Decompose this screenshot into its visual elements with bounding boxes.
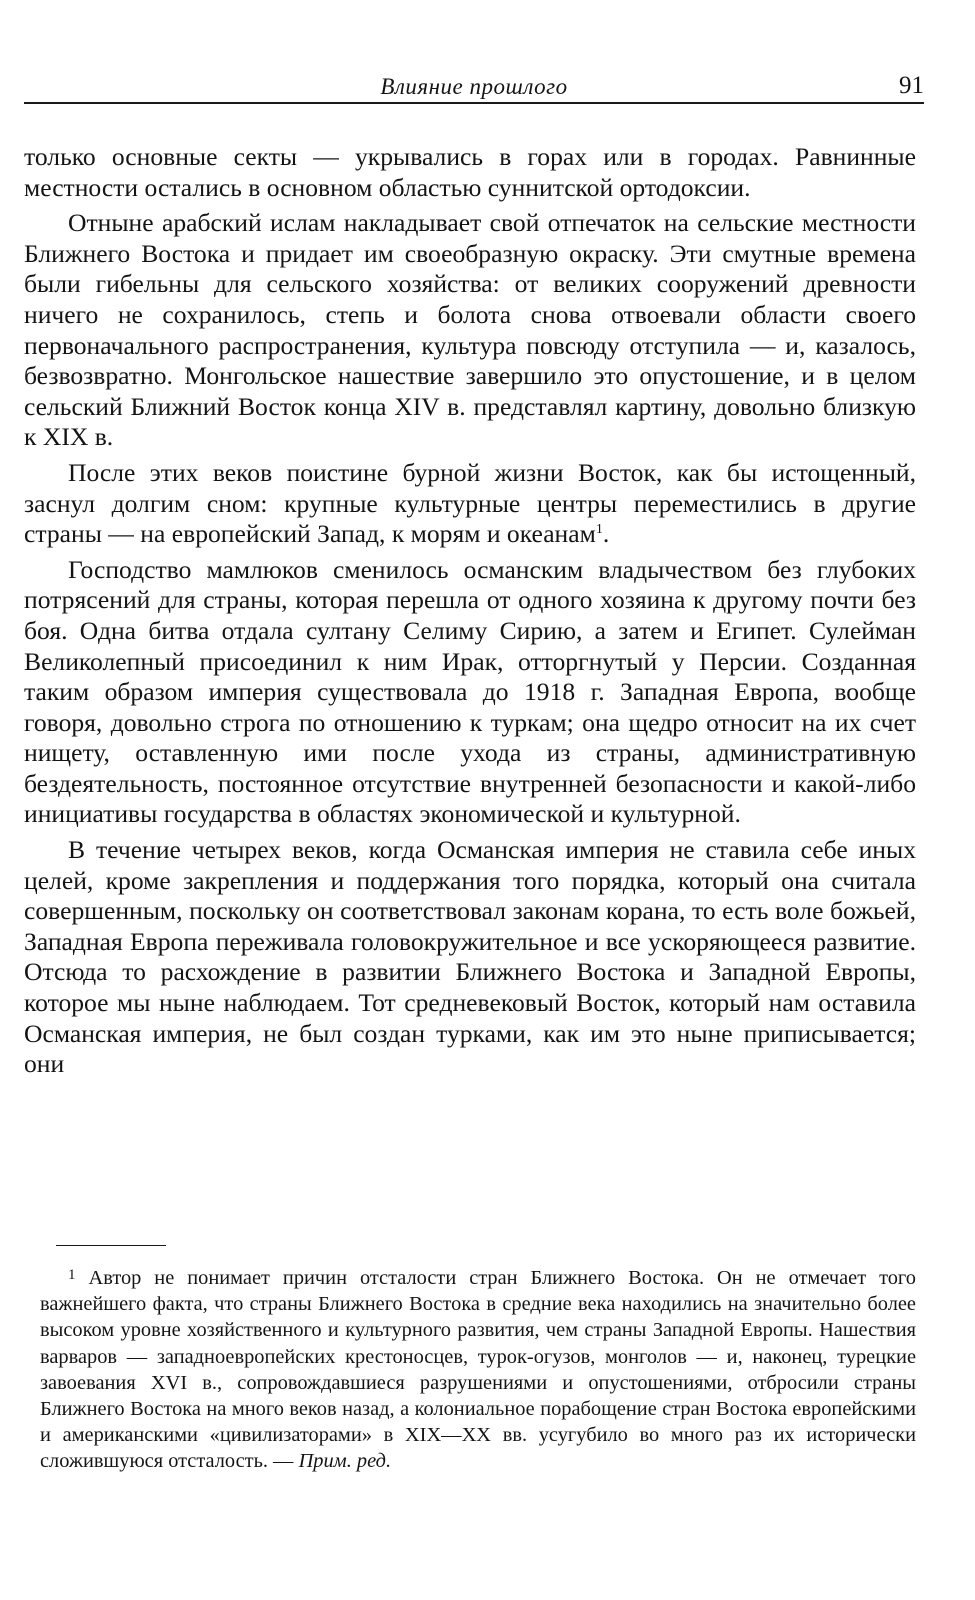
paragraph: После этих веков поистине бурной жизни Восток, как бы истощенный, заснул долгим сном: крупные культурные центры переместились в другие страны — на европейский Запад, к морям и океанам$^1$. [24,457,916,549]
paragraph: В течение четырех веков, когда Османская империя не ставила себе иных целей, кроме закрепления и поддержания того порядка, который она считала совершенным, поскольку он соответствовал законам корана, то есть воле божьей, Западная Европа переживала головокружительное и все ускоряющееся развитие. Отсюда то расхождение в развитии Ближнего Востока и Западной Европы, которое мы ныне наблюдаем. Тот средневековый Восток, который нам оставила Османская империя, не был создан турками, как им это ныне приписывается; они [24,835,916,1079]
paragraph: только основные секты — укрывались в горах или в городах. Равнинные местности остались в основном областью суннитской ортодоксии. [24,142,916,202]
page-number: 91 [899,72,924,99]
footnote-separator [56,1245,166,1246]
paragraph-text: После этих веков поистине бурной жизни Восток, как бы истощенный, заснул долгим сном: крупные культурные центры переместились в другие страны — на европейский Запад, к морям и океанам [24,457,916,549]
footnote-text: Автор не понимает причин отсталости стран Ближнего Востока. Он не отмечает того важнейшего факта, что страны Ближнего Востока в средние века находились на значительно более высоком уровне хозяйственного и культурного развития, чем страны Западной Европы. Нашествия варваров — западноевропейских крестоносцев, турок-огузов, монголов — и, наконец, турецкие завоевания XVI в., сопровождавшиеся разрушениями и опустошениями, отбросили страны Ближнего Востока на много веков назад, а колониальное порабощение стран Востока европейскими и американскими «цивилизаторами» в XIX—XX вв. усугубило во много раз их исторически сложившуюся отсталость. — [40,1267,916,1473]
page-header [24,68,924,104]
paragraph: Господство мамлюков сменилось османским владычеством без глубоких потрясений для страны, которая перешла от одного хозяина к другому почти без боя. Одна битва отдала султану Селиму Сирию, а затем и Египет. Сулейман Великолепный присоединил к ним Ирак, отторгнутый у Персии. Созданная таким образом империя существовала до 1918 г. Западная Европа, вообще говоря, довольно строга по отношению к туркам; она щедро относит на их счет нищету, оставленную ими после ухода из страны, административную бездеятельность, постоянное отсутствие внутренней безопасности и какой-либо инициативы государства в областях экономической и культурной. [24,554,916,829]
paragraph: Отныне арабский ислам накладывает свой отпечаток на сельские местности Ближнего Востока и придает им своеобразную окраску. Эти смутные времена были гибельны для сельского хозяйства: от великих сооружений древности ничего не сохранилось, степь и болота снова отвоевали области своего первоначального распространения, культура повсюду отступила — и, казалось, безвозвратно. Монгольское нашествие завершило это опустошение, и в целом сельский Ближний Восток конца XIV в. представлял картину, довольно близкую к XIX в. [24,208,916,452]
main-text [24,142,916,1085]
footnote [40,1262,916,1475]
footnote-reference[interactable]: 1 [595,522,603,538]
running-title: Влияние прошлого [380,74,568,99]
editor-note: Прим. ред. [298,1450,392,1473]
footnote-marker: 1 [68,1267,76,1283]
